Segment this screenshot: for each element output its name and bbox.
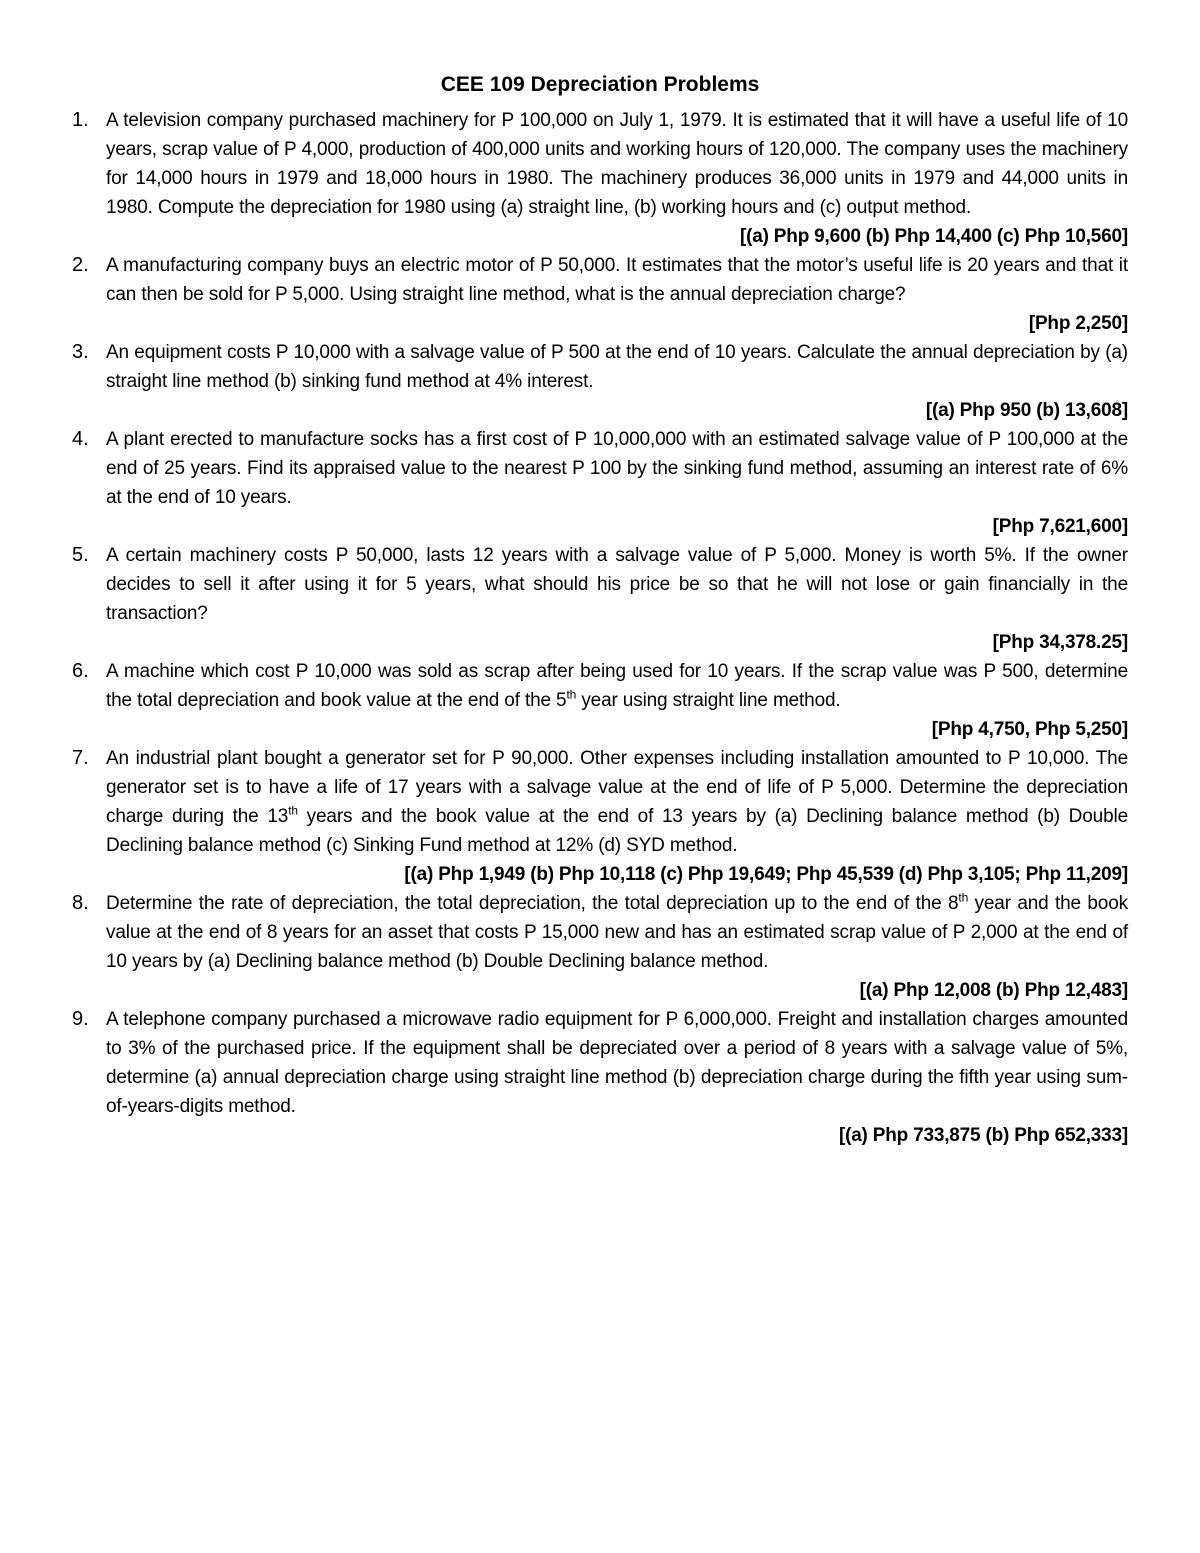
problem-number: 7. [72, 747, 89, 769]
problem-text: A certain machinery costs P 50,000, lasts 12 years with a salvage value of P 5,000. Money is worth 5%. If the owner decides to sell it after using it for 5 years, what should his price be so that he will not lose or gain financially in the transaction? [106, 545, 1128, 624]
problem-item [72, 106, 1128, 251]
problem-item [72, 251, 1128, 338]
problem-item [72, 425, 1128, 541]
problem-number: 8. [72, 892, 89, 914]
problem-number: 6. [72, 660, 89, 682]
problem-text: An industrial plant bought a generator set for P 90,000. Other expenses including installation amounted to P 10,000. The generator set is to have a life of 17 years with a salvage value at the end of life of P 5,000. Determine the depreciation charge during the 13th years and the book value at the end of 13 years by (a) Declining balance method (b) Double Declining balance method (c) Sinking Fund method at 12% (d) SYD method. [106, 748, 1128, 856]
problem-answer: [Php 7,621,600] [992, 516, 1128, 537]
problem-answer: [(a) Php 1,949 (b) Php 10,118 (c) Php 19,649; Php 45,539 (d) Php 3,105; Php 11,209] [404, 864, 1128, 885]
problem-answer: [(a) Php 950 (b) 13,608] [925, 400, 1128, 421]
ordinal-superscript: th [958, 890, 969, 905]
problem-item [72, 541, 1128, 657]
problem-number: 9. [72, 1008, 89, 1030]
problem-text: A manufacturing company buys an electric motor of P 50,000. It estimates that the motor’s useful life is 20 years and that it can then be sold for P 5,000. Using straight line method, what is the annual depreciation charge? [106, 255, 1128, 305]
problem-number: 3. [72, 341, 89, 363]
problem-item [72, 657, 1128, 744]
problem-text: A telephone company purchased a microwave radio equipment for P 6,000,000. Freight and installation charges amounted to 3% of the purchased price. If the equipment shall be depreciated over a period of 8 years with a salvage value of 5%, determine (a) annual depreciation charge using straight line method (b) depreciation charge during the fifth year using sum-of-years-digits method. [106, 1009, 1128, 1117]
problem-text: A television company purchased machinery for P 100,000 on July 1, 1979. It is estimated that it will have a useful life of 10 years, scrap value of P 4,000, production of 400,000 units and working hours of 120,000. The company uses the machinery for 14,000 hours in 1979 and 18,000 hours in 1980. The machinery produces 36,000 units in 1979 and 44,000 units in 1980. Compute the depreciation for 1980 using (a) straight line, (b) working hours and (c) output method. [106, 110, 1128, 218]
ordinal-superscript: th [288, 803, 298, 818]
problem-text: An equipment costs P 10,000 with a salvage value of P 500 at the end of 10 years. Calculate the annual depreciation by (a) straight line method (b) sinking fund method at 4% interest. [106, 342, 1128, 392]
problem-text: A machine which cost P 10,000 was sold as scrap after being used for 10 years. If the scrap value was P 500, determine the total depreciation and book value at the end of the 5th year using straight line method. [106, 661, 1128, 711]
problem-item [72, 889, 1128, 1005]
problem-answer: [(a) Php 733,875 (b) Php 652,333] [838, 1125, 1128, 1146]
problem-number: 2. [72, 254, 89, 276]
problem-number: 4. [72, 428, 89, 450]
problem-item [72, 744, 1128, 889]
problem-answer: [Php 34,378.25] [992, 632, 1128, 653]
problem-number: 1. [72, 109, 89, 131]
problem-item [72, 1005, 1128, 1150]
problem-text: A plant erected to manufacture socks has a first cost of P 10,000,000 with an estimated salvage value of P 100,000 at the end of 25 years. Find its appraised value to the nearest P 100 by the sinking fund method, assuming an interest rate of 6% at the end of 10 years. [106, 429, 1128, 508]
problem-answer: [Php 2,250] [1028, 313, 1128, 334]
problem-list [72, 106, 1128, 1150]
problem-answer: [(a) Php 12,008 (b) Php 12,483] [859, 980, 1128, 1001]
problem-text: Determine the rate of depreciation, the total depreciation, the total depreciation up to the end of the 8th year and the book value at the end of 8 years for an asset that costs P 15,000 new and has an estimated scrap value of P 2,000 at the end of 10 years by (a) Declining balance method (b) Double Declining balance method. [106, 890, 1128, 972]
problem-answer: [(a) Php 9,600 (b) Php 14,400 (c) Php 10,560] [739, 226, 1128, 247]
page-title: CEE 109 Depreciation Problems [440, 73, 760, 96]
problem-item [72, 338, 1128, 425]
ordinal-superscript: th [566, 687, 577, 702]
problem-number: 5. [72, 544, 89, 566]
problem-answer: [Php 4,750, Php 5,250] [931, 719, 1128, 740]
